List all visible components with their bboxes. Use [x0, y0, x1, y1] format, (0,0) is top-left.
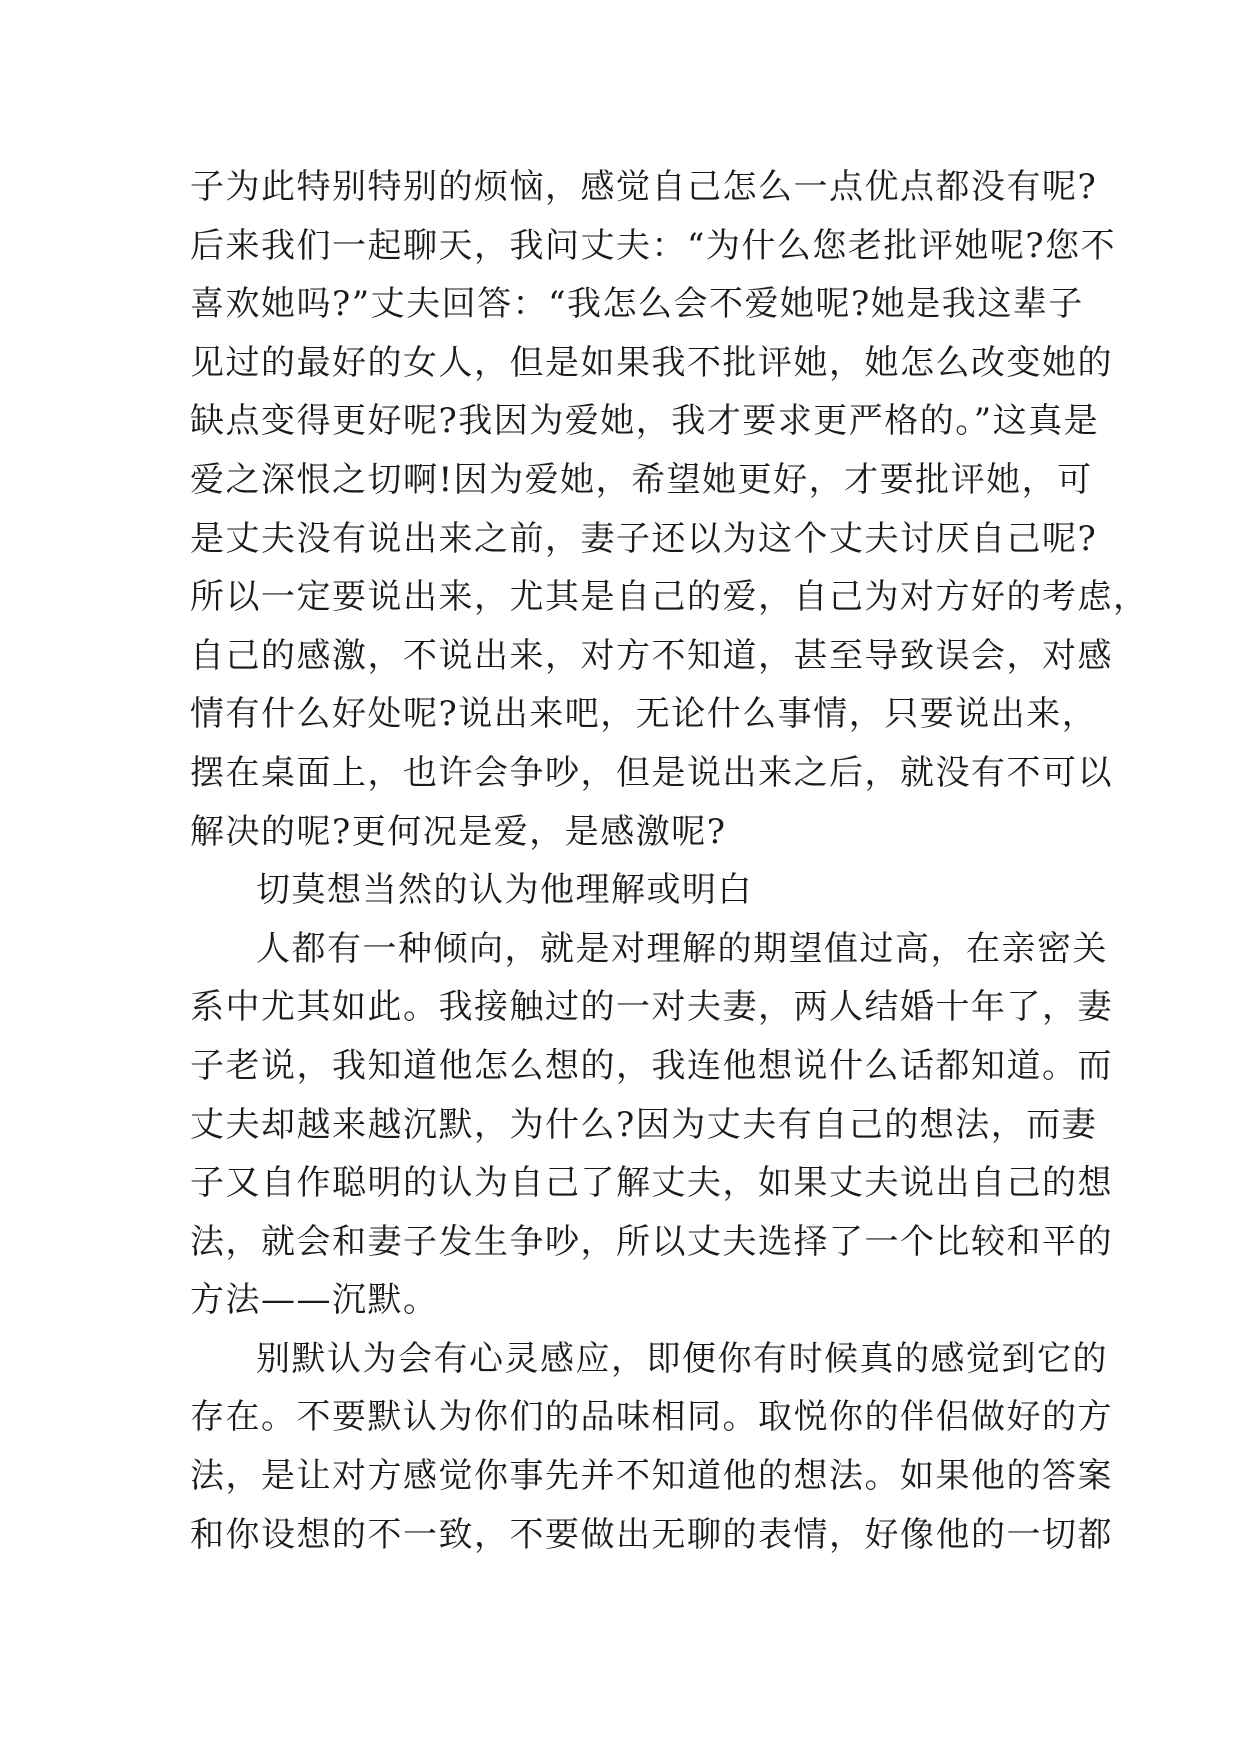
text-line: 别默认为会有心灵感应，即便你有时候真的感觉到它的: [256, 1338, 1108, 1379]
text-line: 解决的呢?更何况是爱，是感激呢?: [190, 811, 727, 852]
paragraph-2: [190, 861, 1052, 920]
text-line: 子老说，我知道他怎么想的，我连他想说什么话都知道。而: [190, 1045, 1113, 1086]
text-line: 子又自作聪明的认为自己了解丈夫，如果丈夫说出自己的想: [190, 1163, 1113, 1204]
text-line: 喜欢她吗?”丈夫回答：“我怎么会不爱她呢?她是我这辈子: [190, 284, 1084, 325]
text-line: 见过的最好的女人，但是如果我不批评她，她怎么改变她的: [190, 342, 1113, 383]
text-line: 所以一定要说出来，尤其是自己的爱，自己为对方好的考虑，: [190, 577, 1149, 618]
text-line: 方法——沉默。: [190, 1280, 439, 1321]
text-line: 缺点变得更好呢?我因为爱她，我才要求更严格的。”这真是: [190, 401, 1100, 442]
text-line: 子为此特别特别的烦恼，感觉自己怎么一点优点都没有呢?: [190, 167, 1098, 207]
text-line: 人都有一种倾向，就是对理解的期望值过高，在亲密关: [256, 928, 1108, 969]
text-line: 自己的感激，不说出来，对方不知道，甚至导致误会，对感: [190, 635, 1113, 676]
text-line: 法，就会和妻子发生争吵，所以丈夫选择了一个比较和平的: [190, 1221, 1113, 1262]
text-line: 切莫想当然的认为他理解或明白: [256, 870, 753, 911]
text-line: 摆在桌面上，也许会争吵，但是说出来之后，就没有不可以: [190, 752, 1113, 793]
text-line: 法，是让对方感觉你事先并不知道他的想法。如果他的答案: [190, 1456, 1113, 1497]
text-line: 是丈夫没有说出来之前，妻子还以为这个丈夫讨厌自己呢?: [190, 518, 1098, 559]
text-line: 后来我们一起聊天，我问丈夫：“为什么您老批评她呢?您不: [190, 225, 1117, 266]
text-line: 和你设想的不一致，不要做出无聊的表情，好像他的一切都: [190, 1514, 1113, 1555]
paragraph-1: [190, 158, 1149, 861]
text-line: 存在。不要默认为你们的品味相同。取悦你的伴侣做好的方: [190, 1397, 1113, 1438]
paragraph-3: [190, 920, 1113, 1330]
document-body: [190, 158, 1149, 1564]
text-line: 丈夫却越来越沉默，为什么?因为丈夫有自己的想法，而妻: [190, 1104, 1098, 1145]
paragraph-4: [190, 1330, 1113, 1564]
text-line: 系中尤其如此。我接触过的一对夫妻，两人结婚十年了，妻: [190, 987, 1113, 1028]
text-line: 爱之深恨之切啊!因为爱她，希望她更好，才要批评她，可: [190, 459, 1093, 500]
text-line: 情有什么好处呢?说出来吧，无论什么事情，只要说出来，: [190, 694, 1098, 735]
